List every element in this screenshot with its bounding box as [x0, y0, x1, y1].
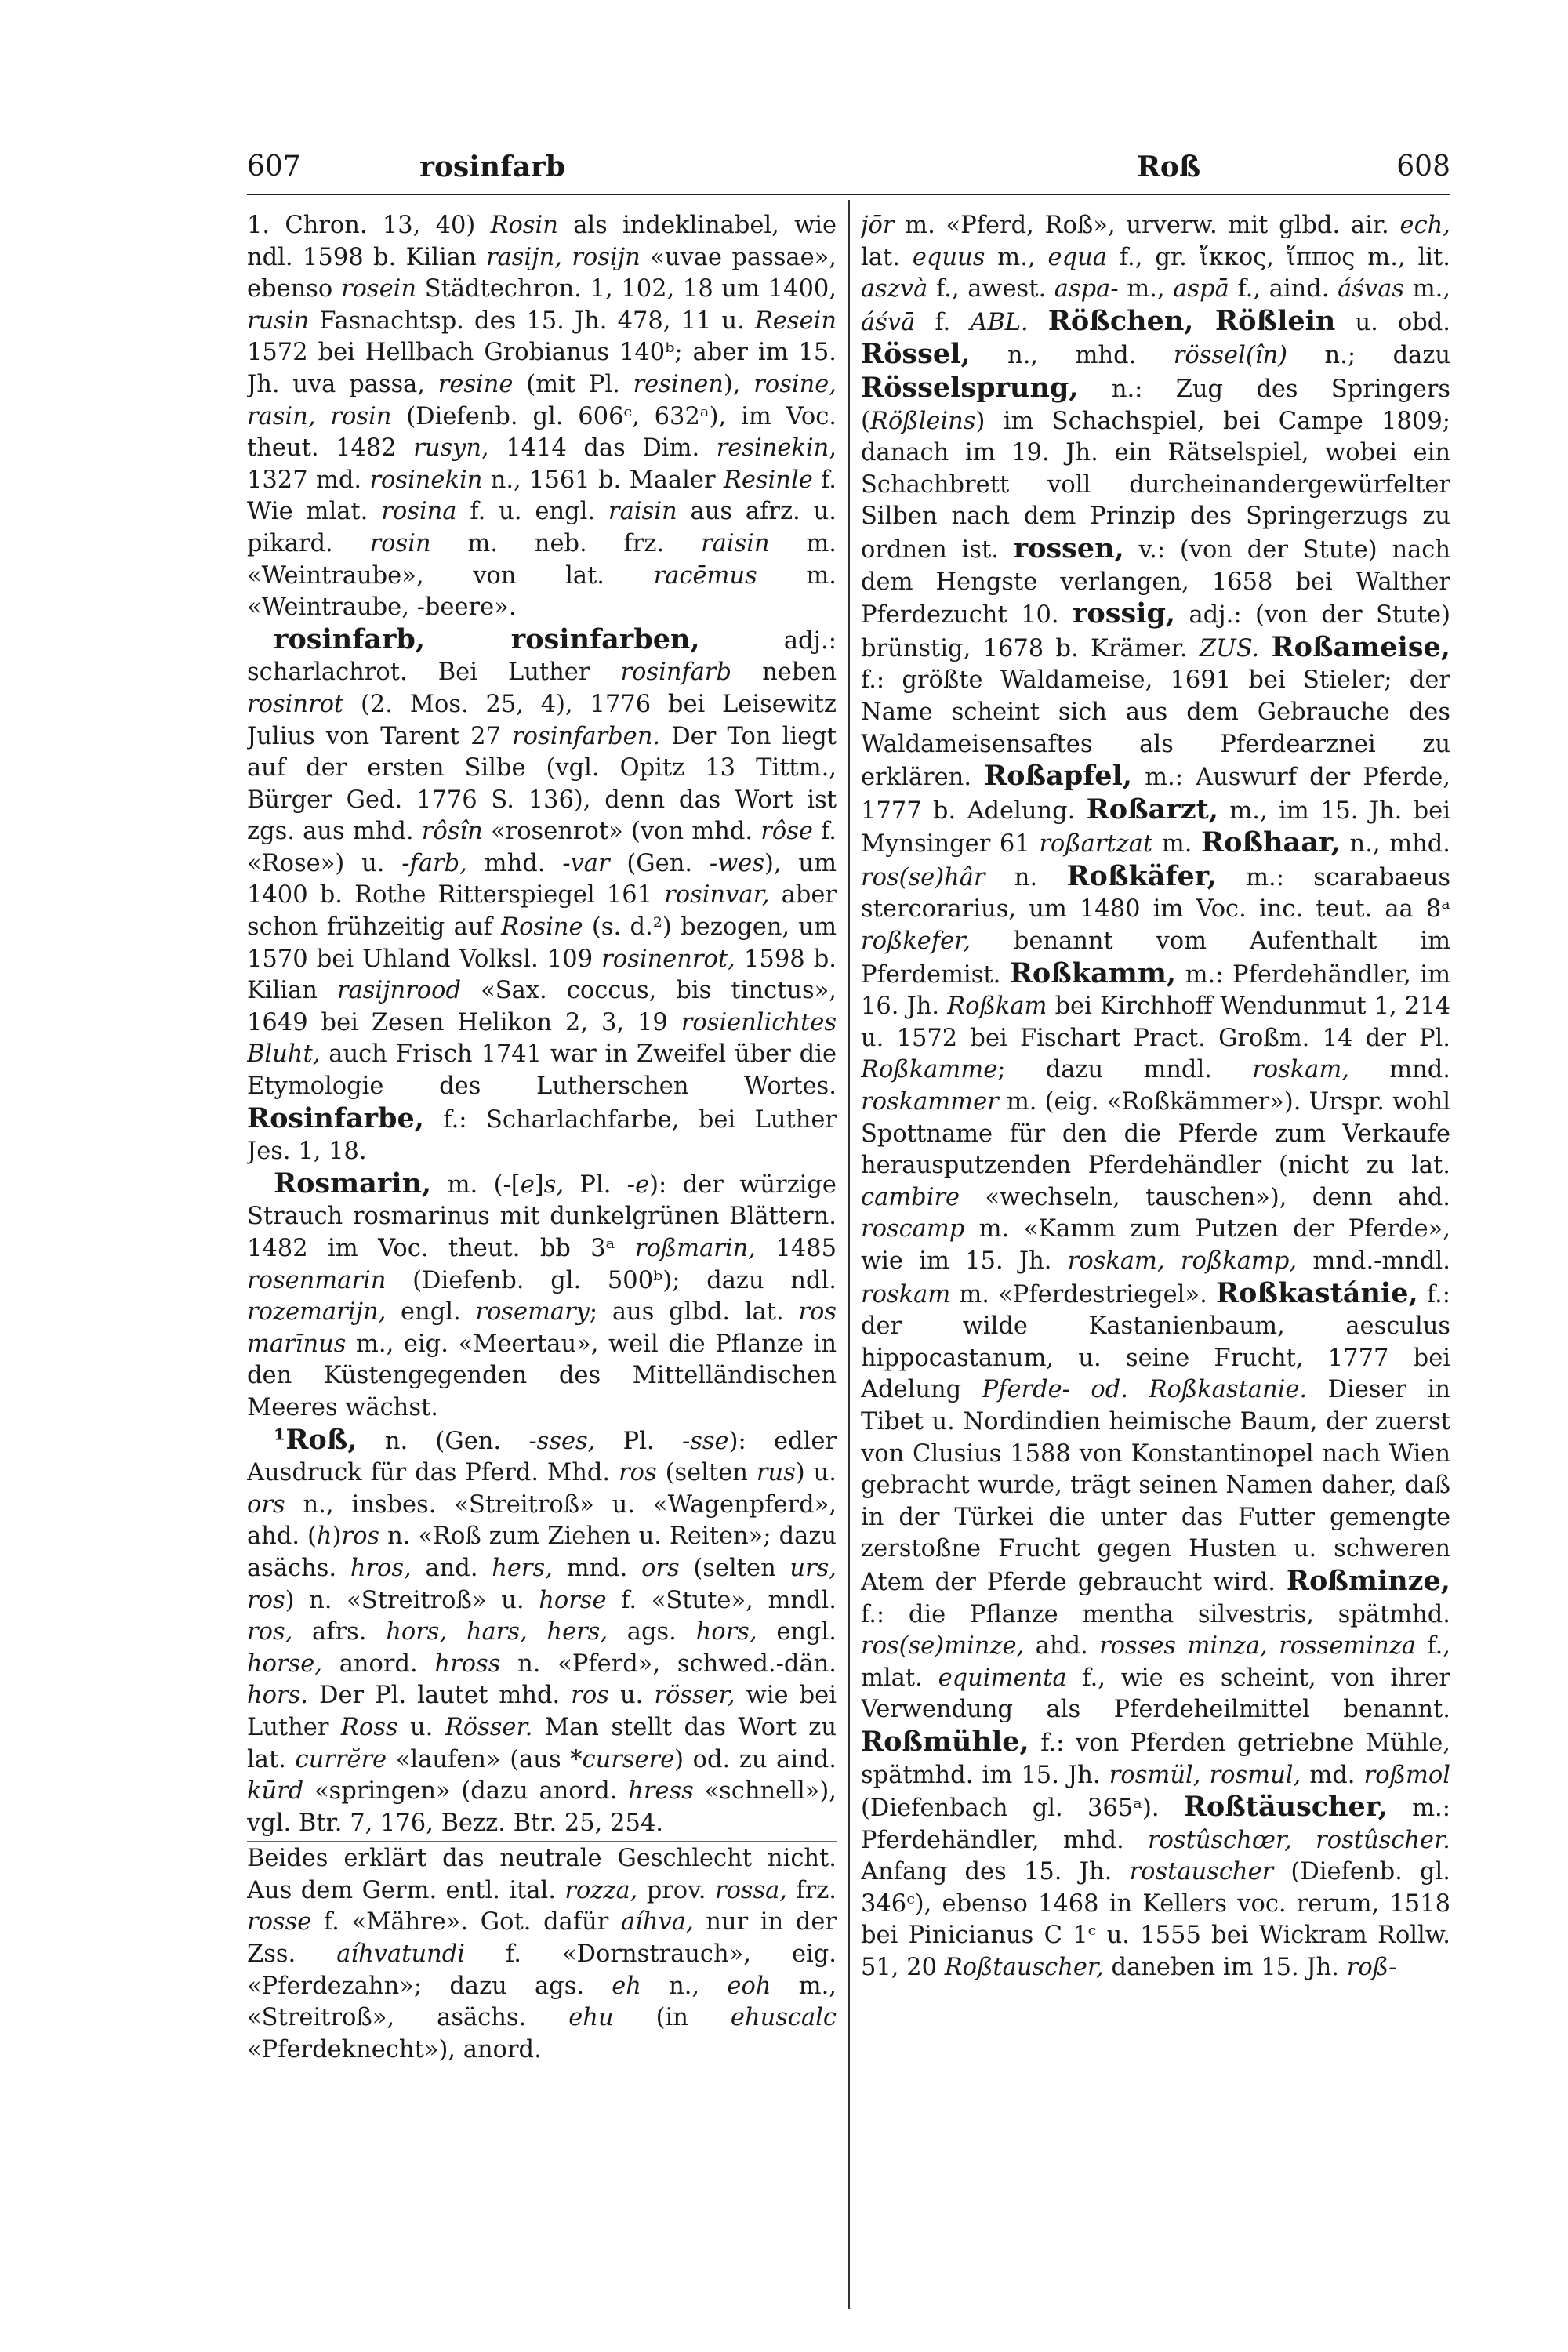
headword: rossen,: [1013, 532, 1124, 564]
headword: Rosmarin,: [274, 1167, 432, 1200]
italic-term: rôse: [760, 818, 813, 846]
text-run: (Diefenb. gl. 346ᶜ), ebenso 1468 in Kellers voc. rerum, 1518 bei Pinicianus C 1ᶜ u. 1555 bei Wickram Rollw. 51, 20: [861, 1858, 1450, 1982]
headword: rosinfarb, rosinfarben,: [274, 622, 700, 655]
italic-term: hros,: [350, 1554, 412, 1582]
column-divider: [848, 200, 850, 2309]
text-run: Der Ton liegt auf der ersten Silbe (vgl. Opitz 13 Tittm., Bürger Ged. 1776 S. 136), denn das Wort ist zgs. aus mhd.: [247, 722, 837, 846]
text-run: , 1327 md.: [247, 434, 837, 494]
italic-term: eoh: [727, 1972, 771, 2000]
text-run: ) im Schachspiel, bei Campe 1809; danach im 19. Jh. ein Rätselspiel, wobei ein Schachbrett voll durcheinandergewürfelter Silben nach dem Prinzip des Springerzugs zu ordnen ist.: [861, 407, 1450, 564]
text-run: m. «Weintraube, -beere».: [247, 561, 837, 622]
text-run: m. neb. frz.: [430, 529, 701, 557]
italic-term: hors.: [247, 1682, 308, 1710]
italic-term: equa: [1047, 243, 1107, 271]
text-paragraph: [861, 210, 1450, 1984]
italic-term: -e: [626, 1171, 650, 1199]
italic-term: cambire: [861, 1183, 960, 1211]
italic-term: currĕre: [295, 1745, 387, 1773]
headword: Roßkastánie,: [1215, 1276, 1418, 1309]
text-run: ; dazu mndl.: [997, 1056, 1253, 1084]
text-run: m.: Pferdehändler, im 16. Jh.: [861, 960, 1450, 1021]
italic-term: hers,: [492, 1554, 553, 1582]
text-run: ) u.: [795, 1459, 837, 1487]
italic-term: rosine, rasin, rosin: [247, 370, 837, 430]
italic-term: rusyn: [413, 434, 482, 463]
text-run: engl.: [386, 1298, 476, 1327]
text-run: Beides erklärt das neutrale Geschlecht nicht. Aus dem Germ. entl. ital.: [247, 1845, 837, 1904]
text-run: n., mhd.: [970, 342, 1174, 370]
text-run: 1598 b. Kilian: [247, 945, 837, 1005]
italic-term: urs, ros: [247, 1554, 837, 1614]
italic-term: aspa-: [1054, 275, 1119, 303]
text-run: ; aus glbd. lat.: [589, 1298, 799, 1327]
text-run: nur in der Zss.: [247, 1908, 837, 1969]
text-run: (selten: [656, 1459, 757, 1487]
text-run: ),: [723, 370, 754, 398]
text-run: v.: (von der Stute) nach dem Hengste verlangen, 1658 bei Walther Pferdezucht 10.: [861, 535, 1450, 630]
text-run: auch Frisch 1741 war in Zweifel über die Etymologie des Lutherschen Wortes.: [247, 1040, 837, 1101]
italic-term: e: [520, 1171, 535, 1199]
italic-term: rostûschœr, rostûscher.: [1147, 1826, 1450, 1854]
italic-term: aszvà: [861, 275, 928, 303]
headword: Rössel,: [861, 338, 971, 371]
text-run: ]: [534, 1171, 544, 1199]
text-run: mhd.: [466, 849, 563, 877]
text-run: ahd.: [1024, 1632, 1100, 1661]
headword: Roßmühle,: [861, 1725, 1029, 1758]
text-run: m., eig. «Meertau», weil die Pflanze in den Küstengegenden des Mittelländischen Meeres wächst.: [247, 1330, 837, 1421]
italic-term: raisin: [608, 498, 677, 526]
italic-term: eh: [612, 1972, 641, 2000]
text-run: Pl.: [595, 1427, 682, 1455]
text-run: «springen» (dazu anord.: [303, 1777, 629, 1806]
section-separator: [247, 1841, 837, 1842]
italic-term: resine: [437, 370, 514, 398]
text-run: m. «Kamm zum Putzen der Pferde», wie im 15. Jh.: [861, 1215, 1450, 1275]
italic-term: Resein: [754, 307, 837, 335]
text-run: f. «Stute», mndl.: [606, 1586, 837, 1614]
italic-term: equimenta: [938, 1664, 1067, 1692]
italic-term: hors, hars, hers,: [386, 1618, 608, 1646]
text-run: m.,: [985, 243, 1048, 271]
text-run: and.: [411, 1554, 492, 1582]
italic-term: Pferde- od. Roßkastanie.: [982, 1376, 1308, 1404]
text-run: aber schon frühzeitig auf: [247, 881, 837, 942]
italic-term: raisin: [700, 529, 770, 557]
italic-term: hross: [434, 1650, 501, 1678]
text-run: u. obd.: [1335, 308, 1450, 336]
text-run: als indeklinabel, wie ndl. 1598 b. Kilian: [247, 212, 837, 271]
italic-term: equus: [912, 243, 985, 271]
headword: Roßkamm,: [1009, 956, 1177, 989]
italic-term: horse: [539, 1586, 607, 1614]
text-run: n. (Gen.: [357, 1427, 529, 1455]
italic-term: rasijn, rosijn: [485, 243, 641, 271]
text-run: f.: die Pflanze mentha silvestris, spätmhd.: [861, 1600, 1450, 1628]
italic-term: resinekin: [716, 434, 829, 463]
headword: Rößchen, Rößlein: [1047, 304, 1336, 337]
italic-term: Rosine: [501, 913, 583, 942]
text-run: bei Kirchhoff Wendunmut 1, 214 u. 1572 bei Fischart Pract. Großm. 14 der Pl.: [861, 993, 1450, 1052]
text-run: m.: Auswurf der Pferde, 1777 b. Adelung.: [861, 764, 1450, 825]
italic-term: rosinfarb: [620, 659, 732, 687]
text-run: m. «Pferdestriegel».: [950, 1280, 1216, 1308]
italic-term: ech,: [1399, 212, 1450, 239]
italic-term: Rösser.: [445, 1713, 533, 1741]
text-run: Pl.: [564, 1171, 627, 1199]
right-catchword: Roß: [1137, 151, 1201, 183]
text-run: m.: Pferdehändler, mhd.: [861, 1795, 1450, 1854]
italic-term: kūrd: [247, 1777, 304, 1806]
text-run: Städtechron. 1, 102, 18 um 1400,: [416, 275, 837, 303]
text-run: mnd.: [552, 1554, 642, 1582]
italic-term: ehu: [568, 2004, 614, 2032]
italic-term: rosinenrot,: [601, 945, 735, 973]
right-page-number: 608: [1396, 151, 1450, 183]
italic-term: ABL.: [970, 308, 1029, 336]
headword: Roßameise,: [1271, 630, 1450, 663]
text-run: ), um 1400 b. Rothe Ritterspiegel 161: [247, 849, 837, 909]
text-run: m. «Pferd, Roß», urverw. mit glbd. air.: [894, 212, 1400, 239]
text-run: ): der würzige Strauch rosmarinus mit dunkelgrünen Blättern. 1482 im Voc. theut. bb 3ᵃ: [247, 1171, 837, 1262]
text-run: (s. d.²) bezogen, um 1570 bei Uhland Volksl. 109: [247, 913, 837, 973]
italic-term: -sses,: [528, 1427, 596, 1455]
text-run: f., aind.: [1229, 275, 1338, 303]
italic-term: ros: [619, 1459, 657, 1487]
text-run: f.: [915, 308, 971, 336]
italic-term: roß-: [1346, 1954, 1397, 1982]
text-run: (mit Pl.: [513, 370, 633, 398]
italic-term: ors: [641, 1554, 680, 1582]
italic-term: -farb,: [401, 849, 467, 877]
headword: Roßhaar,: [1201, 826, 1341, 859]
italic-term: áśvas: [1338, 275, 1405, 303]
italic-term: rosses minza, rosseminza: [1099, 1632, 1416, 1661]
text-run: m.: [1152, 830, 1202, 858]
italic-term: Roßkamme: [861, 1056, 998, 1084]
text-run: f. «Rose») u.: [247, 818, 837, 877]
text-run: ) n. «Streitroß» u.: [285, 1586, 539, 1614]
italic-term: rosinekin: [369, 466, 483, 494]
headword: Roßapfel,: [984, 760, 1133, 793]
text-run: mnd.-mndl.: [1297, 1247, 1450, 1275]
italic-term: hors,: [695, 1618, 757, 1646]
text-run: 1485: [755, 1235, 837, 1262]
italic-term: rasijnrood: [336, 977, 462, 1005]
text-run: (Diefenb. gl. 606ᶜ, 632ᵃ), im Voc. theut. 1482: [247, 402, 837, 463]
text-run: , 1414 das Dim.: [481, 434, 717, 463]
left-catchword: rosinfarb: [419, 151, 566, 183]
text-run: mnd.: [1349, 1056, 1450, 1084]
text-paragraph: [247, 210, 837, 624]
text-run: n.; dazu: [1287, 342, 1450, 370]
text-run: m.,: [1118, 275, 1174, 303]
text-run: neben: [731, 659, 837, 687]
italic-term: cursere: [582, 1745, 675, 1773]
italic-term: ors: [247, 1490, 285, 1519]
italic-term: aspā: [1173, 275, 1229, 303]
text-run: (Diefenb. gl. 500ᵇ); dazu ndl.: [386, 1266, 837, 1294]
text-run: n. «Pferd», schwed.-dän.: [500, 1650, 837, 1678]
text-run: [1259, 635, 1271, 662]
italic-term: rôsîn: [421, 818, 483, 846]
text-run: f.: der wilde Kastanienbaum, aesculus hippocastanum, u. seine Frucht, 1777 bei Adelung: [861, 1280, 1450, 1404]
text-run: adj.: (von der Stute) brünstig, 1678 b. Krämer.: [861, 601, 1450, 662]
left-column: [247, 210, 837, 2311]
italic-term: Rosin: [490, 212, 558, 239]
text-run: f.: Scharlachfarbe, bei Luther Jes. 1, 18.: [247, 1105, 837, 1166]
italic-term: rozemarijn,: [247, 1298, 387, 1327]
text-run: Anfang des 15. Jh.: [861, 1858, 1130, 1886]
italic-term: rusin: [247, 307, 310, 335]
dictionary-entry: [247, 624, 837, 1168]
text-run: engl.: [757, 1618, 837, 1646]
italic-term: ros(se)minze,: [861, 1632, 1025, 1661]
text-run: Fasnachtsp. des 15. Jh. 478, 11 u.: [309, 307, 755, 335]
text-run: (in: [613, 2004, 731, 2032]
text-run: f.: von Pferden getriebne Mühle, spätmhd. im 15. Jh.: [861, 1729, 1450, 1789]
italic-term: roskammer: [861, 1088, 999, 1116]
italic-term: rösser,: [654, 1682, 735, 1710]
italic-term: rozza,: [564, 1876, 638, 1904]
italic-term: rosein: [340, 275, 417, 303]
text-run: (Gen.: [609, 849, 710, 877]
text-run: 1572 bei Hellbach Grobianus 140ᵇ; aber im 15. Jh. uva passa,: [247, 339, 837, 398]
page-header: [247, 147, 1450, 187]
text-run: m., «Streitroß», asächs.: [247, 1972, 837, 2032]
text-run: 1. Chron. 13, 40): [247, 212, 491, 239]
italic-term: -sse: [681, 1427, 729, 1455]
text-run: «wechseln, tauschen»), denn ahd.: [960, 1183, 1450, 1211]
italic-term: roscamp: [861, 1215, 965, 1243]
text-run: f.: größte Waldameise, 1691 bei Stieler; der Name scheint sich aus dem Gebrauche des Waldameisensaftes als Pferdearznei zu erklären.: [861, 666, 1450, 792]
italic-term: ros marīnus: [247, 1298, 837, 1358]
text-run: frz.: [787, 1876, 837, 1904]
headword: Roßminze,: [1286, 1564, 1450, 1597]
text-run: n.,: [641, 1972, 728, 2000]
text-paragraph: [247, 1843, 837, 2066]
italic-term: ros(se)hâr: [861, 863, 985, 891]
text-run: «Pferdeknecht»), anord.: [247, 2035, 542, 2063]
text-run: ags.: [608, 1618, 696, 1646]
text-run: ): edler Ausdruck für das Pferd. Mhd.: [247, 1427, 837, 1487]
text-run: f., awest.: [927, 275, 1054, 303]
italic-term: rosmül, rosmul,: [1109, 1761, 1301, 1789]
italic-term: rosienlichtes Bluht,: [247, 1008, 837, 1069]
text-run: n., 1561 b. Maaler: [482, 466, 724, 494]
italic-term: roßkefer,: [861, 927, 971, 956]
italic-term: ZUS.: [1199, 634, 1260, 662]
text-run: Dieser in Tibet u. Nordindien heimische Baum, der zuerst von Clusius 1588 von Konstantinopel nach Wien gebracht wurde, trägt seinen Namen daher, daß in der Türkei die unter das Futter gemengte zerstoßne Frucht gegen Husten u. schweren Atem der Pferde gebraucht wird.: [861, 1376, 1450, 1596]
italic-term: h: [316, 1523, 332, 1551]
text-run: f. u. engl.: [456, 498, 609, 526]
italic-term: roskam, roßkamp,: [1067, 1247, 1298, 1275]
text-run: m.: scarabaeus stercorarius, um 1480 im Voc. inc. teut. aa 8ᵃ: [861, 863, 1450, 924]
text-run: u.: [608, 1682, 655, 1710]
italic-term: rosinrot: [247, 690, 344, 718]
text-run: (Diefenbach gl. 365ᵃ).: [861, 1795, 1184, 1823]
italic-term: rosemary: [475, 1298, 590, 1327]
text-run: f. «Mähre». Got. dafür: [311, 1908, 621, 1936]
text-run: (2. Mos. 25, 4), 1776 bei Leisewitz Julius von Tarent 27: [247, 690, 837, 750]
text-run: ) od. zu aind.: [674, 1745, 837, 1773]
headword: Roßtäuscher,: [1183, 1791, 1388, 1824]
text-run: wie bei Luther: [247, 1682, 837, 1741]
text-run: f., wie es scheint, von ihrer Verwendung als Pferdeheilmittel benannt.: [861, 1664, 1450, 1724]
text-run: m.,: [1404, 275, 1450, 303]
text-run: m. «Weintraube», von lat.: [247, 529, 837, 590]
header-rule: [247, 194, 1450, 195]
italic-term: Roßtauscher,: [944, 1954, 1104, 1982]
italic-term: roßmarin,: [634, 1235, 756, 1262]
text-run: benannt vom Aufenthalt im Pferdemist.: [861, 927, 1450, 989]
italic-term: aíhva,: [620, 1908, 694, 1936]
text-run: aus afrz. u. pikard.: [247, 498, 837, 557]
text-run: f. «Dornstrauch», eig. «Pferdezahn»; dazu ags.: [247, 1940, 837, 2000]
left-page-number: 607: [247, 151, 301, 183]
text-run: f., mlat.: [861, 1632, 1450, 1692]
italic-term: roßmol: [1363, 1761, 1450, 1789]
italic-term: ros: [571, 1682, 609, 1710]
text-run: n.: Zug des Springers (: [861, 375, 1450, 435]
text-run: f., gr. ἴκκος, ἵππος m., lit.: [1106, 243, 1450, 271]
italic-term: -var: [562, 849, 610, 877]
text-run: lat.: [861, 243, 913, 271]
text-run: m. (eig. «Roßkämmer»). Urspr. wohl Spottname für den die Pferde zum Verkaufe herausputzenden Pferdehändler (nicht zu lat.: [861, 1088, 1450, 1180]
text-run: n., mhd.: [1340, 830, 1450, 858]
text-run: anord.: [321, 1650, 435, 1678]
text-run: n.: [985, 863, 1067, 891]
italic-term: Ross: [340, 1713, 398, 1741]
text-run: «laufen» (aus *: [387, 1745, 583, 1773]
dictionary-entry: [247, 1168, 837, 1425]
italic-term: Rößleins: [869, 407, 976, 435]
italic-term: ros: [341, 1523, 380, 1551]
italic-term: Resinle: [723, 466, 813, 494]
text-run: md.: [1301, 1761, 1364, 1789]
italic-term: aíhvatundi: [336, 1940, 466, 1969]
text-run: m., im 15. Jh. bei Mynsinger 61: [861, 797, 1450, 858]
italic-term: rosinfarben.: [512, 722, 661, 750]
text-run: (selten: [679, 1554, 790, 1582]
headword: rossig,: [1072, 597, 1176, 630]
italic-term: jōr: [861, 212, 895, 239]
text-run: Man stellt das Wort zu lat.: [247, 1713, 837, 1773]
italic-term: s,: [543, 1171, 564, 1199]
headword: ¹Roß,: [274, 1423, 358, 1456]
italic-term: rus: [756, 1459, 796, 1487]
italic-term: roskam: [861, 1280, 951, 1308]
text-run: n. «Roß zum Ziehen u. Reiten»; dazu asächs.: [247, 1523, 837, 1582]
headword: Rosinfarbe,: [247, 1102, 424, 1134]
italic-term: horse,: [247, 1650, 322, 1678]
italic-term: hress: [628, 1777, 694, 1806]
text-run: daneben im 15. Jh.: [1103, 1954, 1347, 1982]
text-run: prov.: [637, 1876, 715, 1904]
text-run: Der Pl. lautet mhd.: [307, 1682, 572, 1710]
italic-term: resinen: [633, 370, 724, 398]
text-run: n., insbes. «Streitroß» u. «Wagenpferd», ahd. (: [247, 1490, 837, 1551]
text-run: f. Wie mlat.: [247, 466, 837, 526]
right-column: [861, 210, 1450, 2311]
italic-term: ehuscalc: [730, 2004, 837, 2032]
italic-term: rössel(în): [1173, 342, 1288, 370]
text-run: u.: [397, 1713, 445, 1741]
text-run: ): [332, 1523, 342, 1551]
dictionary-entry: [247, 1425, 837, 1840]
italic-term: rosinvar,: [664, 881, 770, 909]
italic-term: rostauscher: [1129, 1858, 1274, 1886]
italic-term: roskam,: [1252, 1056, 1349, 1084]
text-run: «rosenrot» (von mhd.: [482, 818, 761, 846]
text-run: m. (-[: [431, 1171, 521, 1199]
text-run: «schnell»), vgl. Btr. 7, 176, Bezz. Btr. 25, 254.: [247, 1777, 837, 1837]
text-run: «Sax. coccus, bis tinctus», 1649 bei Zesen Helikon 2, 3, 19: [247, 977, 837, 1036]
italic-term: rosse: [247, 1908, 312, 1936]
text-run: afrs.: [292, 1618, 387, 1646]
headword: Rösselsprung,: [861, 371, 1079, 404]
italic-term: -wes: [709, 849, 765, 877]
italic-term: rossa,: [714, 1876, 787, 1904]
italic-term: racēmus: [653, 561, 757, 590]
text-run: adj.: scharlachrot. Bei Luther: [247, 626, 837, 687]
italic-term: rosin: [369, 529, 431, 557]
italic-term: áśvā: [861, 308, 916, 336]
headword: Roßkäfer,: [1066, 859, 1217, 892]
italic-term: Roßkam: [947, 993, 1047, 1021]
headword: Roßarzt,: [1086, 793, 1219, 826]
italic-term: rosenmarin: [247, 1266, 387, 1294]
italic-term: rosina: [381, 498, 457, 526]
text-run: «uvae passae», ebenso: [247, 243, 837, 303]
text-run: [1029, 309, 1048, 336]
italic-term: roßartzat: [1039, 830, 1153, 858]
italic-term: ros,: [247, 1618, 293, 1646]
